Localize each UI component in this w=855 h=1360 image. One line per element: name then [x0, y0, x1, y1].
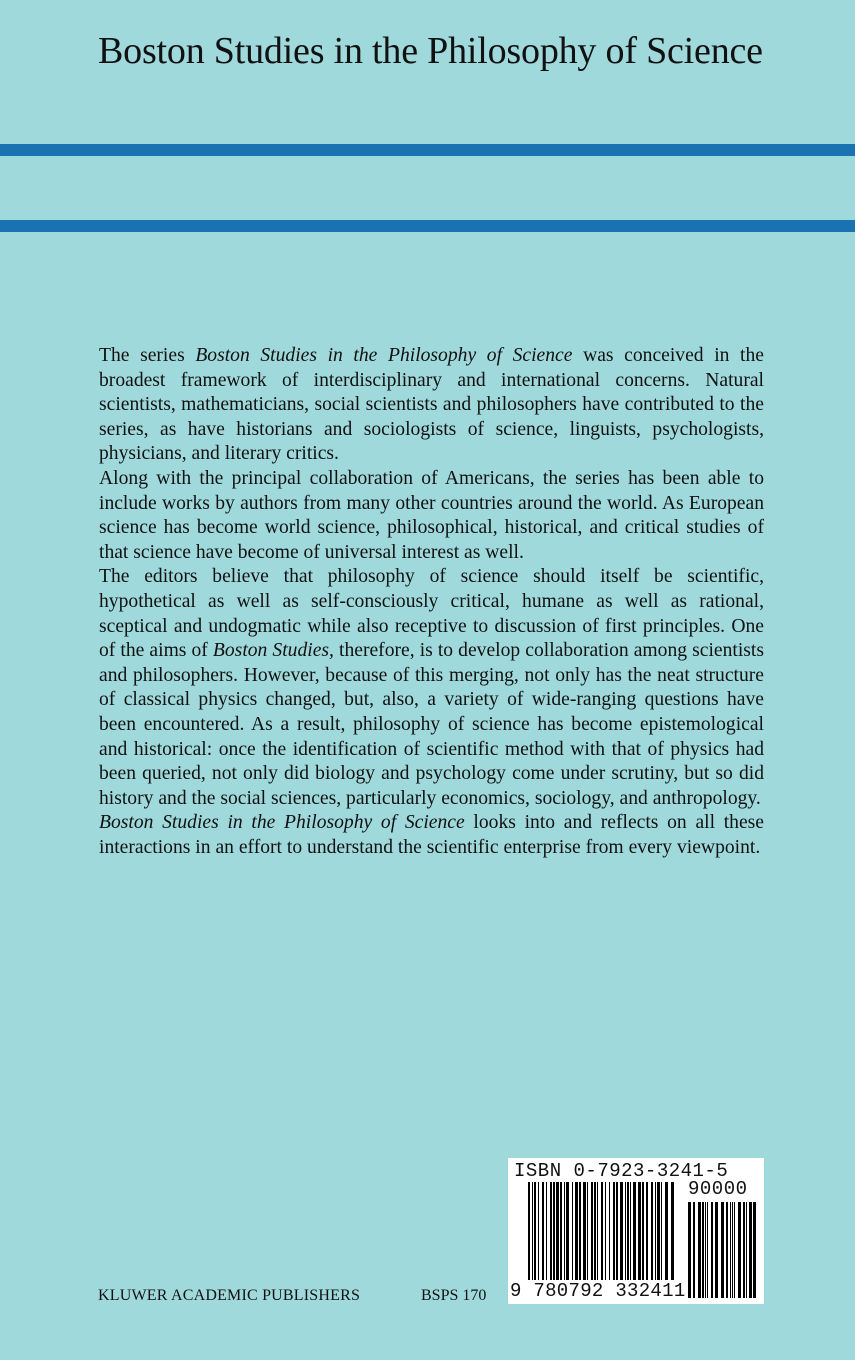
- barcode-bar: [564, 1182, 565, 1280]
- barcode-bar: [749, 1202, 752, 1298]
- barcode-bar: [698, 1202, 701, 1298]
- addon-barcode-bars: [688, 1202, 756, 1298]
- barcode-bar: [753, 1202, 756, 1298]
- barcode-bar: [579, 1182, 581, 1280]
- series-number: BSPS 170: [421, 1287, 487, 1304]
- top-rule: [0, 144, 855, 156]
- barcode-panel: [508, 1158, 764, 1304]
- barcode-bar: [616, 1182, 618, 1280]
- barcode-bar: [642, 1182, 644, 1280]
- barcode-bar: [655, 1182, 656, 1280]
- barcode-bar: [542, 1182, 544, 1280]
- barcode-bar: [546, 1182, 547, 1280]
- series-title: Boston Studies in the Philosophy of Science: [98, 30, 763, 72]
- barcode-bar: [594, 1182, 596, 1280]
- barcode-bar: [583, 1182, 586, 1280]
- paragraph-2: Along with the principal collaboration of Americans, the series has been able to include works by authors from many other countries around the world. As European science has become world science, philosophical, historical, and critical studies of that science have become of universal interest as well.: [99, 467, 764, 563]
- barcode-bar: [613, 1182, 615, 1280]
- barcode-bar: [566, 1182, 569, 1280]
- paragraph-3: The editors believe that philosophy of science should itself be scientific, hypothetical as well as self-consciously critical, humane as well as rational, sceptical and undogmatic while also receptive to discussion of first principles. One of the aims of Boston Studies, therefore, is to develop collaboration among scientists and philosophers. However, because of this merging, not only has the neat structure of classical physics changed, but, also, a variety of wide-ranging questions have been encountered. As a result, philosophy of science has become epistemological and historical: once the identification of scientific method with that of physics had been queried, not only did biology and psychology come under scrutiny, but so did history and the social sciences, particularly economics, sociology, and anthropology.: [99, 566, 764, 809]
- barcode-bar: [532, 1182, 533, 1280]
- barcode-bar: [553, 1182, 555, 1280]
- series-description: [99, 344, 764, 860]
- barcode-bar: [534, 1182, 536, 1280]
- bottom-rule: [0, 220, 855, 232]
- barcode-bar: [734, 1202, 735, 1298]
- barcode-bar: [738, 1202, 741, 1298]
- barcode-bar: [560, 1182, 562, 1280]
- paragraph-4: Boston Studies in the Philosophy of Science looks into and reflects on all these interactions in an effort to understand the scientific enterprise from every viewpoint.: [99, 812, 764, 858]
- barcode-bar: [575, 1182, 578, 1280]
- barcode-bar: [746, 1202, 747, 1298]
- barcode-bar: [556, 1182, 559, 1280]
- isbn-label: ISBN 0-7923-3241-5: [514, 1160, 729, 1182]
- publisher-name: KLUWER ACADEMIC PUBLISHERS: [98, 1287, 361, 1304]
- barcode-bar: [671, 1182, 674, 1280]
- barcode-bar: [601, 1182, 603, 1280]
- ean-digits: 9 780792 332411: [510, 1280, 686, 1302]
- barcode-bar: [627, 1182, 629, 1280]
- barcode-bar: [743, 1202, 745, 1298]
- barcode-bar: [726, 1202, 728, 1298]
- barcode-bar: [605, 1182, 606, 1280]
- price-addon-code: 90000: [688, 1178, 748, 1200]
- barcode-bar: [597, 1182, 598, 1280]
- barcode-bar: [587, 1182, 588, 1280]
- barcode-bar: [661, 1182, 662, 1280]
- barcode-bar: [693, 1202, 695, 1298]
- barcode-bar: [528, 1182, 530, 1280]
- barcode-bar: [657, 1182, 660, 1280]
- barcode-bar: [572, 1182, 573, 1280]
- barcode-bar: [591, 1182, 593, 1280]
- barcode-bar: [688, 1202, 691, 1298]
- barcode-bar: [732, 1202, 733, 1298]
- barcode-bar: [625, 1182, 626, 1280]
- barcode-bar: [630, 1182, 631, 1280]
- barcode-bar: [638, 1182, 641, 1280]
- barcode-bar: [702, 1202, 704, 1298]
- barcode-bar: [715, 1202, 718, 1298]
- barcode-bar: [538, 1182, 539, 1280]
- barcode-bar: [651, 1182, 653, 1280]
- barcode-bar: [707, 1202, 708, 1298]
- paragraph-1: The series Boston Studies in the Philosophy of Science was conceived in the broadest framework of interdisciplinary and international concerns. Natural scientists, mathematicians, social scientists and philosophers have contributed to the series, as have historians and sociologists of science, linguists, psychologists, physicians, and literary critics.: [99, 345, 764, 465]
- barcode-bar: [550, 1182, 552, 1280]
- barcode-bar: [730, 1202, 731, 1298]
- barcode-bar: [646, 1182, 648, 1280]
- barcode-bar: [711, 1202, 713, 1298]
- barcode-bar: [609, 1182, 610, 1280]
- barcode-bar: [620, 1182, 623, 1280]
- barcode-bar: [705, 1202, 706, 1298]
- barcode-bar: [633, 1182, 636, 1280]
- ean-barcode-bars: [528, 1182, 674, 1280]
- barcode-bar: [665, 1182, 668, 1280]
- barcode-bar: [721, 1202, 724, 1298]
